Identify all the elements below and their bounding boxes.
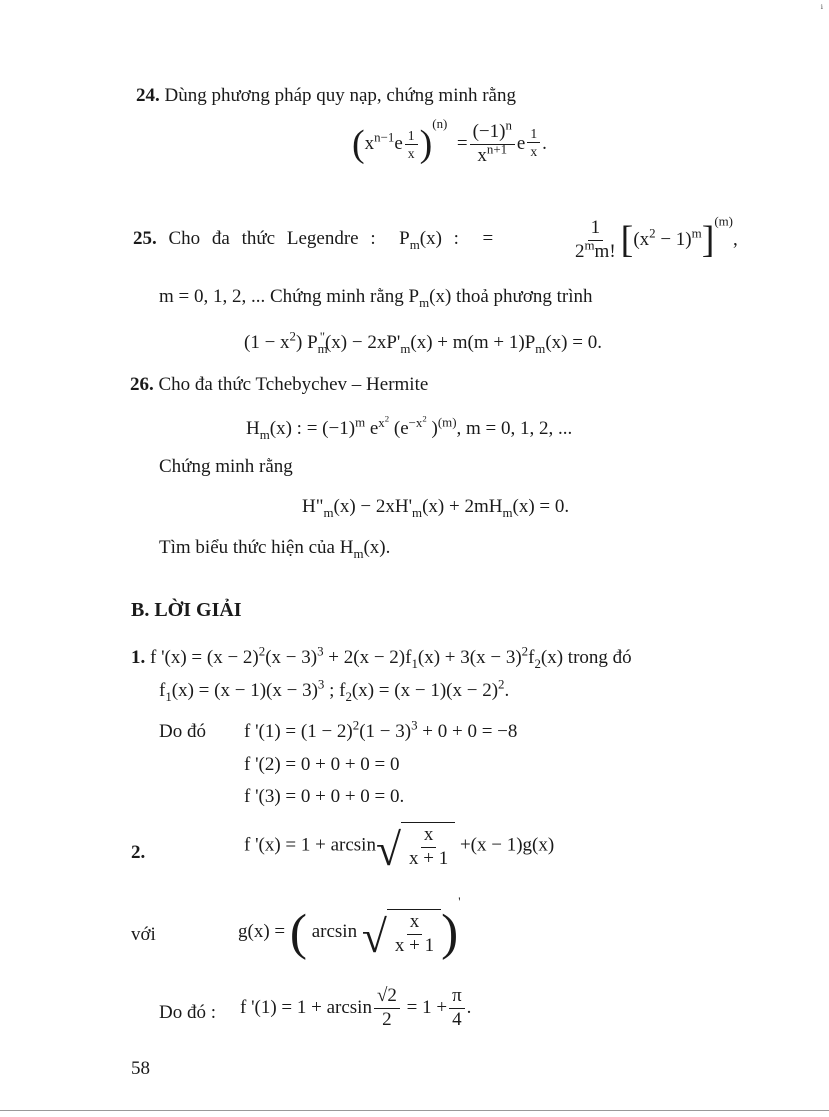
- scan-mark: ⁱ: [820, 2, 823, 16]
- formula-24: ($x^{n-1}e$ $\frac{1}{x}$ )$^{(n)}$ = $\frac{(-1)^n}{x^{n+1}}$ e $\frac{1}{x}$ .: [352, 116, 547, 166]
- equation-25: $(1 - x^2)$ $P_m^"(x) - 2xP'_m(x) + m(m + 1)P_m(x) = 0$.: [244, 328, 602, 356]
- problem-24-heading: [136, 85, 516, 108]
- problem-text: Cho đa thức Legendre: [168, 228, 359, 249]
- problem-26-heading: [130, 374, 428, 397]
- solution-2-label: Do đó :: [159, 1002, 216, 1023]
- solution-1-line-1: 1. f '$(x) = (x - 2)^2(x - 3)^3 + 2(x - 2)f_1(x) + 3(x - 3)^2f_2(x)$ trong đó: [131, 643, 632, 671]
- scan-edge-line: [0, 1110, 829, 1111]
- solution-1-f3: f '(3) = 0 + 0 + 0 = 0.: [244, 786, 405, 807]
- solution-1-f2: f '(2) = 0 + 0 + 0 = 0: [244, 754, 400, 775]
- solution-1-f1: f '$(1) = (1 - 2)^2(1 - 3)^3 + 0 + 0 = -8$: [244, 717, 518, 742]
- solution-number: 1.: [131, 647, 146, 668]
- problem-25-continuation: m = 0, 1, 2, ... Chứng minh rằng $P_m(x)$ thoả phương trình: [159, 286, 593, 310]
- page-number: 58: [131, 1058, 150, 1079]
- solution-2-result: f '(1) = 1 + arcsin $\frac{√2}{2}$ = 1 + $\frac{\pi}{4}$ .: [240, 985, 472, 1030]
- solution-2-g: g(x) = ( arcsin √ $\frac{x}{x + 1}$ )': [238, 894, 461, 962]
- problem-text: Dùng phương pháp quy nạp, chứng minh rằng: [164, 85, 516, 106]
- problem-number: 25.: [133, 228, 157, 249]
- problem-number: 24.: [136, 85, 160, 106]
- formula-25: $\frac{1}{2^mm!}$ $[(x^2 - 1)^m]^{(m)}$,: [575, 213, 738, 262]
- problem-26-find: Tìm biểu thức hiện của $H_m(x)$.: [159, 537, 391, 561]
- problem-25-heading: 25. Cho đa thức Legendre : $P_m(x)$ : =: [133, 228, 494, 252]
- problem-text: Cho đa thức Tchebychev – Hermite: [158, 374, 429, 395]
- equation-26: $H"_m(x) - 2xH'_m(x) + 2mH_m(x) = 0$.: [302, 496, 570, 520]
- solution-1-label: Do đó: [159, 721, 206, 742]
- solution-2-with: với: [131, 924, 156, 945]
- formula-26: $H_m(x)$ : = $(-1)^m$ $e^{x^2}$ ($e^{-x^2}$ )$^{(m)}$, m = 0, 1, 2, ...: [246, 413, 573, 442]
- problem-number: 26.: [130, 374, 154, 395]
- solution-2-number: 2.: [131, 842, 146, 863]
- section-heading: B. LỜI GIẢI: [131, 599, 242, 621]
- solution-1-line-2: $f_1(x) = (x - 1)(x - 3)^3$ ; $f_2(x) = (x - 1)(x - 2)^2$.: [159, 676, 510, 704]
- solution-2-formula: f '(x) = 1 + arcsin √ $\frac{x}{x + 1}$ +(x − 1)g(x): [244, 823, 555, 875]
- problem-26-prove: Chứng minh rằng: [159, 456, 293, 477]
